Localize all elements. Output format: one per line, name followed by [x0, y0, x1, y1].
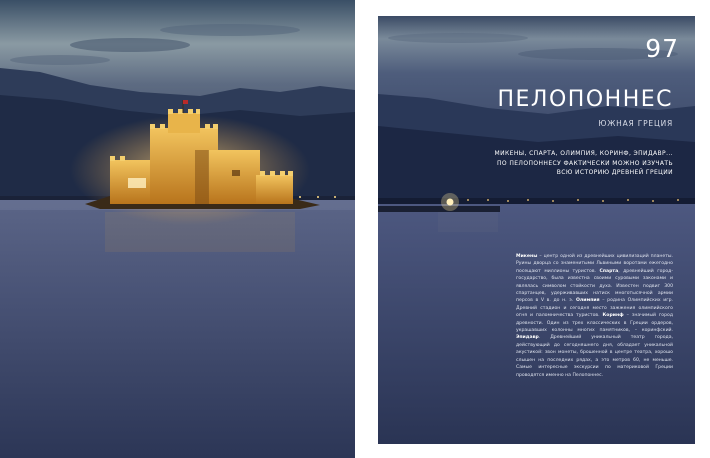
paragraph-corinth: – значимый город древности. Один из трех классических в Греции ордеров, украшавших колонны многих памятников, – коринфский.: [516, 313, 674, 334]
paragraph-olympia: – родина Олимпийских игр. Древний стадион и сегодня место зажжения олимпийского огня и паломничества туристов.: [516, 298, 673, 319]
paragraph-sparta: , древнейший город-государство, была известна своими суровыми законами и являлась символом стойкости духа. Известен подвиг 300 спартанцев, удерживавших натиск многотысячной армии персов в V в. до н. э.: [516, 268, 674, 304]
body-text: [516, 253, 673, 379]
page-title: ПЕЛОПОННЕС: [497, 87, 673, 112]
intro-text: МИКЕНЫ, СПАРТА, ОЛИМПИЯ, КОРИНФ, ЭПИДАВР... ПО ПЕЛОПОННЕСУ ФАКТИЧЕСКИ МОЖНО ИЗУЧАТЬ ВСЮ ИСТОРИЮ ДРЕВНЕЙ ГРЕЦИИ: [494, 150, 673, 176]
right-page: [378, 16, 695, 444]
highlight-epidaurus: Эпидавр: [516, 335, 539, 341]
paragraph-mycenae: – центр одной из древнейших цивилизаций планеты. Руины дворца со знаменитыми Львиными воротами ежегодно посещают миллионы туристов.: [516, 254, 673, 274]
highlight-olympia: Олимпия: [575, 298, 600, 304]
page-subtitle: ЮЖНАЯ ГРЕЦИЯ: [598, 119, 673, 128]
highlight-mycenae: Микены: [516, 254, 538, 259]
paragraph-epidaurus: . Древнейший уникальный театр города, действующий до сегодняшнего дня, обладает уникальной акустикой: звон монеты, брошенной в центре театра, хорошо слышен на последних рядах, а это метров 60, не меньше. Самые интересные экскурсии по материковой Греции проводятся именно на Пелопоннес.: [516, 335, 673, 378]
highlight-sparta: Спарта: [599, 268, 619, 274]
highlight-corinth: Коринф: [602, 313, 624, 319]
page-number: 97: [645, 34, 679, 63]
bay-night-photo: [378, 16, 695, 444]
